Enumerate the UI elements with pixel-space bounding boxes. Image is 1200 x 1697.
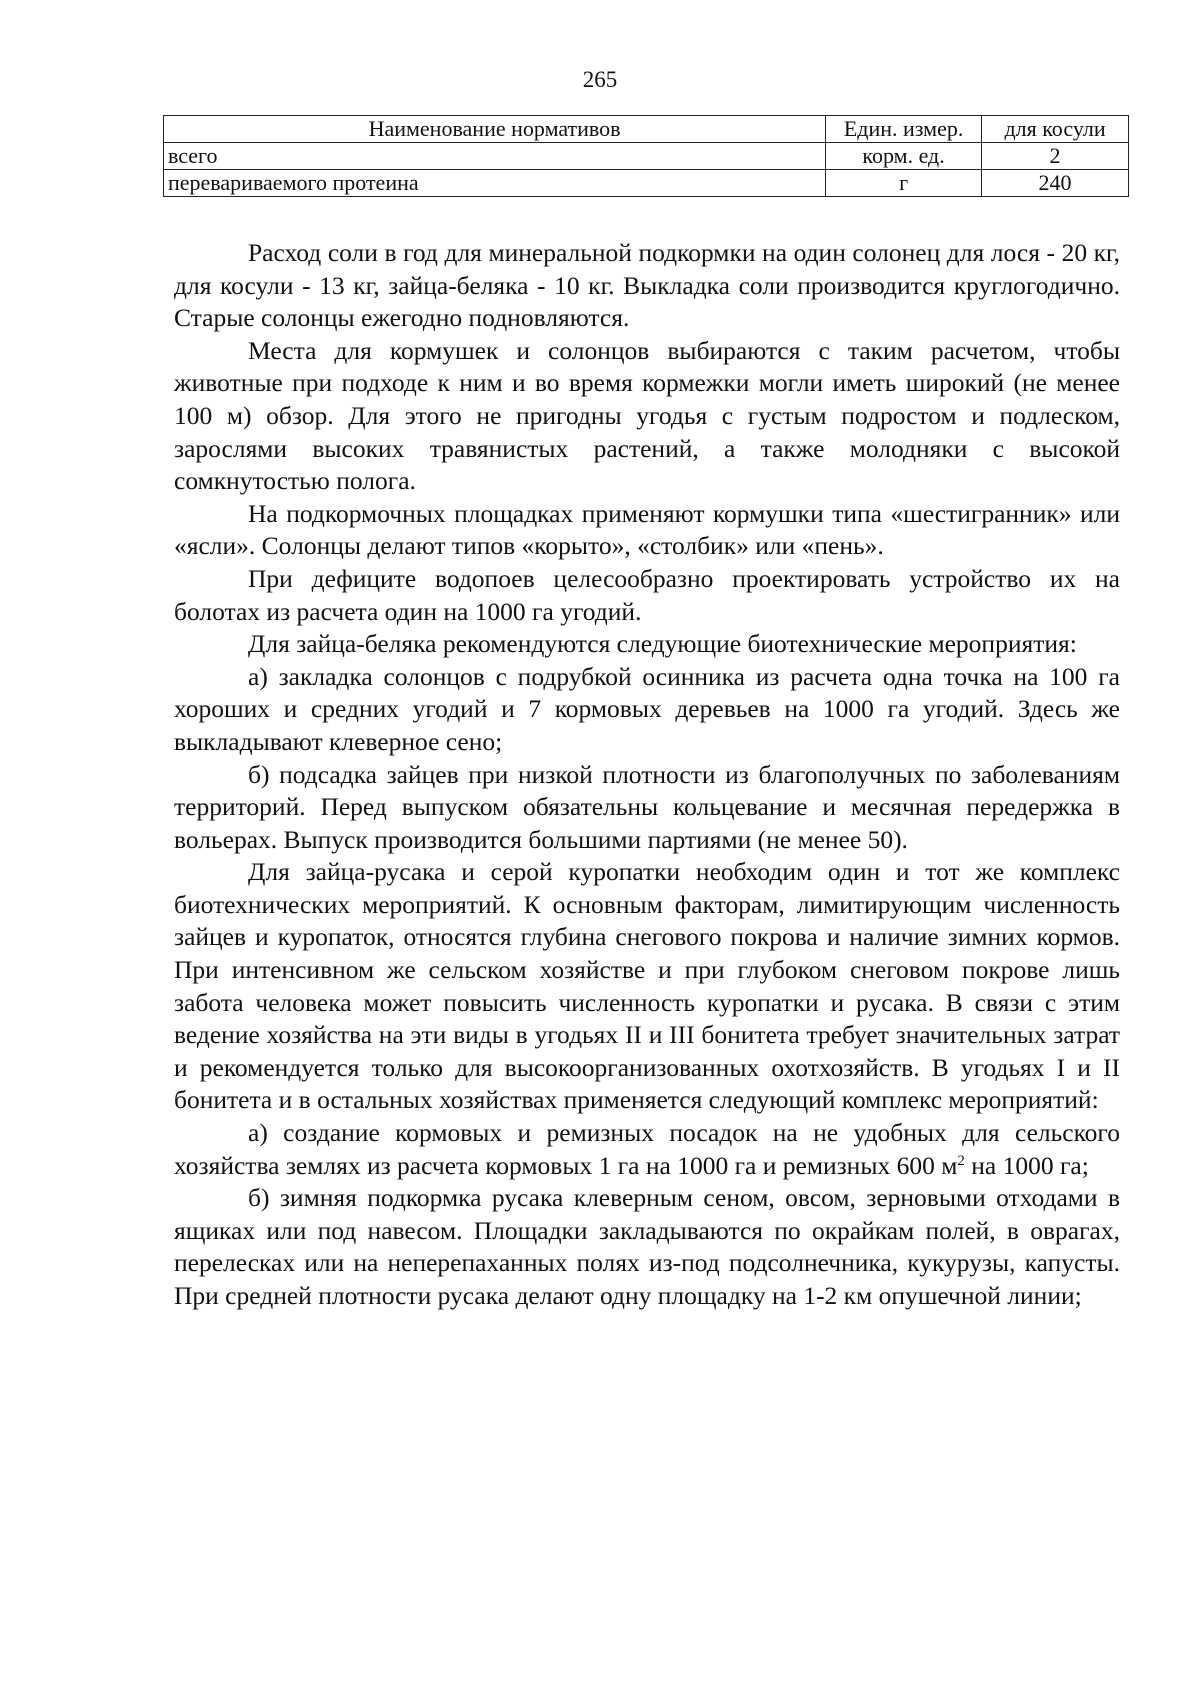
cell-name: всего [164, 143, 826, 170]
paragraph-watering: При дефиците водопоев целесообразно проектировать устройство их на болотах из расчета один на 1000 га угодий. [174, 563, 1120, 626]
paragraph-salt-consumption: Расход соли в год для минеральной подкормки на один солонец для лося - 20 кг, для косули - 13 кг, зайца-беляка - 10 кг. Выкладка соли производится круглогодично. Старые солонцы ежегодно подновляются. [174, 238, 1120, 333]
norms-table [163, 115, 1129, 197]
cell-unit: корм. ед. [826, 143, 982, 170]
page-number: 265 [582, 67, 618, 92]
paragraph-feeder-placement: Места для кормушек и солонцов выбираются с таким расчетом, чтобы животные при подходе к ним и во время кормежки могли иметь широкий (не менее 100 м) обзор. Для этого не пригодны угодья с густым подростом и подлеском, зарослями высоких травянистых растений, а также молодняки с высокой сомкнутостью полога. [174, 335, 1120, 496]
paragraph-planting-a [174, 1117, 1120, 1182]
cell-name: перевариваемого протеина [164, 170, 826, 197]
planting-a-text: а) создание кормовых и ремизных посадок на не удобных для сельского хозяйства землях из расчета кормовых 1 га на 1000 га и ремизных 600 м [174, 1118, 1120, 1180]
table-header-row [164, 116, 1129, 143]
paragraph-white-hare-a: а) закладка солонцов с подрубкой осинника из расчета одна точка на 100 га хороших и средних угодий и 7 кормовых деревьев на 1000 га угодий. Здесь же выкладывают клеверное сено; [174, 661, 1120, 756]
header-roe-deer: для косули [982, 116, 1129, 143]
header-unit: Един. измер. [826, 116, 982, 143]
paragraph-brown-hare-partridge: Для зайца-русака и серой куропатки необходим один и тот же комплекс биотехнических мероприятий. К основным факторам, лимитирующим численность зайцев и куропаток, относятся глубина снегового покрова и наличие зимних кормов. При интенсивном же сельском хозяйстве и при глубоком снеговом покрове лишь забота человека может повысить численность куропатки и русака. В связи с этим ведение хозяйства на эти виды в угодьях II и III бонитета требует значительных затрат и рекомендуется только для высокоорганизованных охотхозяйств. В угодьях I и II бонитета и в остальных хозяйствах применяется следующий комплекс мероприятий: [174, 857, 1120, 1115]
paragraph-winter-feeding-b: б) зимняя подкормка русака клеверным сеном, овсом, зерновыми отходами в ящиках или под навесом. Площадки закладываются по окрайкам полей, в оврагах, перелесках или на неперепаханных полях из-под подсолнечника, кукурузы, капусты. При средней плотности русака делают одну площадку на 1-2 км опушечной линии; [174, 1183, 1120, 1310]
paragraph-feeder-types: На подкормочных площадках применяют кормушки типа «шестигранник» или «ясли». Солонцы делают типов «корыто», «столбик» или «пень». [174, 498, 1120, 561]
cell-value: 240 [982, 170, 1129, 197]
square-superscript: 2 [957, 1152, 965, 1169]
cell-value: 2 [982, 143, 1129, 170]
paragraph-white-hare-intro: Для зайца-беляка рекомендуются следующие биотехнические мероприятия: [248, 629, 1077, 659]
cell-unit: г [826, 170, 982, 197]
body-text [174, 237, 1120, 1313]
header-name: Наименование нормативов [164, 116, 826, 143]
planting-a-tail: на 1000 га; [964, 1150, 1089, 1180]
table-row [164, 143, 1129, 170]
paragraph-white-hare-b: б) подсадка зайцев при низкой плотности из благополучных по заболеваниям территорий. Перед выпуском обязательны кольцевание и месячная передержка в вольерах. Выпуск производится большими партиями (не менее 50). [174, 759, 1120, 854]
table-row [164, 170, 1129, 197]
